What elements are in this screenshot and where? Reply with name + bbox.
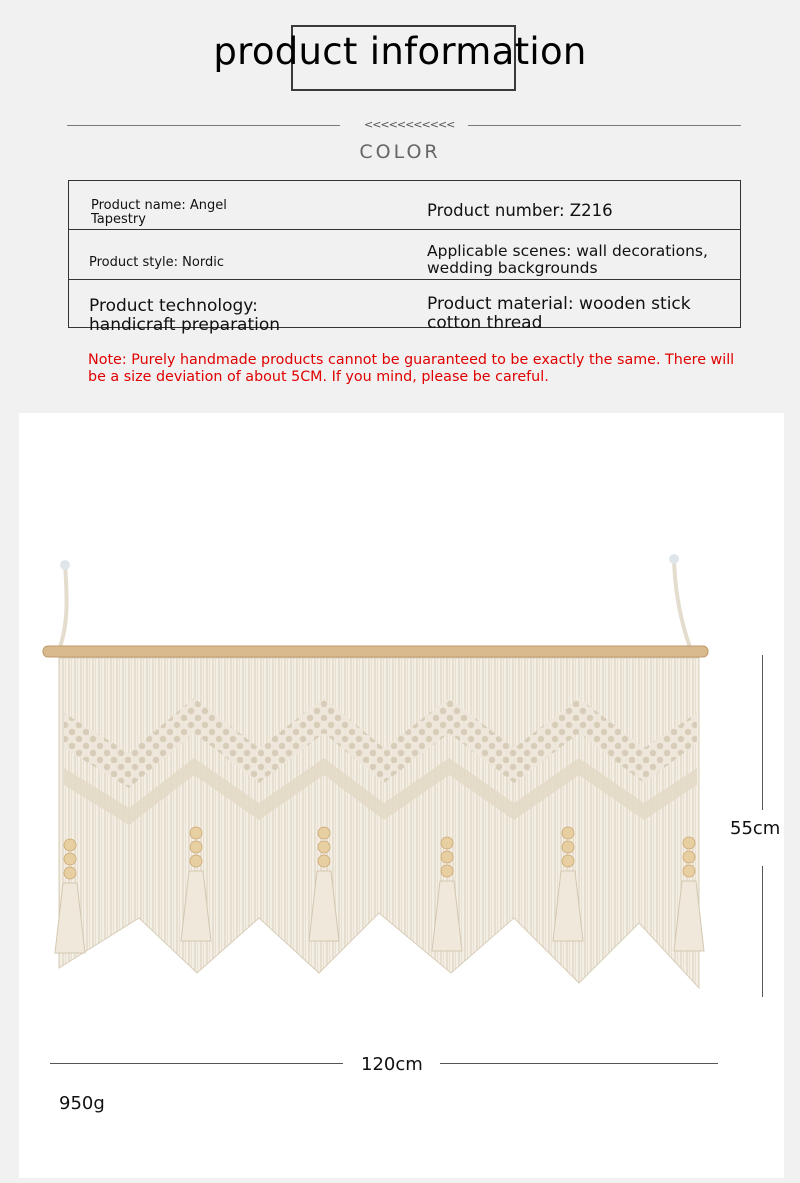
table-row-divider <box>69 279 740 280</box>
width-dimension-line-left <box>50 1063 343 1064</box>
height-dimension-line-bottom <box>762 866 763 997</box>
height-dimension-line-top <box>762 655 763 810</box>
weight-label: 950g <box>59 1093 105 1114</box>
handmade-note: Note: Purely handmade products cannot be guaranteed to be exactly the same. There will be a size deviation of about 5CM. If you mind, please be careful. <box>88 352 735 385</box>
spec-product-style: Product style: Nordic <box>89 255 224 270</box>
left-divider <box>67 125 340 126</box>
spec-product-number: Product number: Z216 <box>427 201 613 220</box>
product-photo-area <box>19 413 784 1178</box>
chevron-ornament: <<<<<<<<<<< <box>364 118 455 131</box>
spec-table <box>68 180 741 335</box>
spec-product-material: Product material: wooden stick cotton thread <box>427 294 691 333</box>
section-subtitle: COLOR <box>359 141 441 163</box>
spec-applicable-scenes: Applicable scenes: wall decorations, wedding backgrounds <box>427 242 708 277</box>
page-title: product information <box>213 30 587 73</box>
width-dimension-line-right <box>440 1063 718 1064</box>
right-divider <box>468 125 741 126</box>
width-label: 120cm <box>361 1054 423 1075</box>
spec-product-technology: Product technology: handicraft preparation <box>89 296 281 335</box>
spec-product-name: Product name: Angel Tapestry <box>91 198 227 227</box>
table-row-divider <box>69 229 740 230</box>
height-label: 55cm <box>730 818 781 839</box>
